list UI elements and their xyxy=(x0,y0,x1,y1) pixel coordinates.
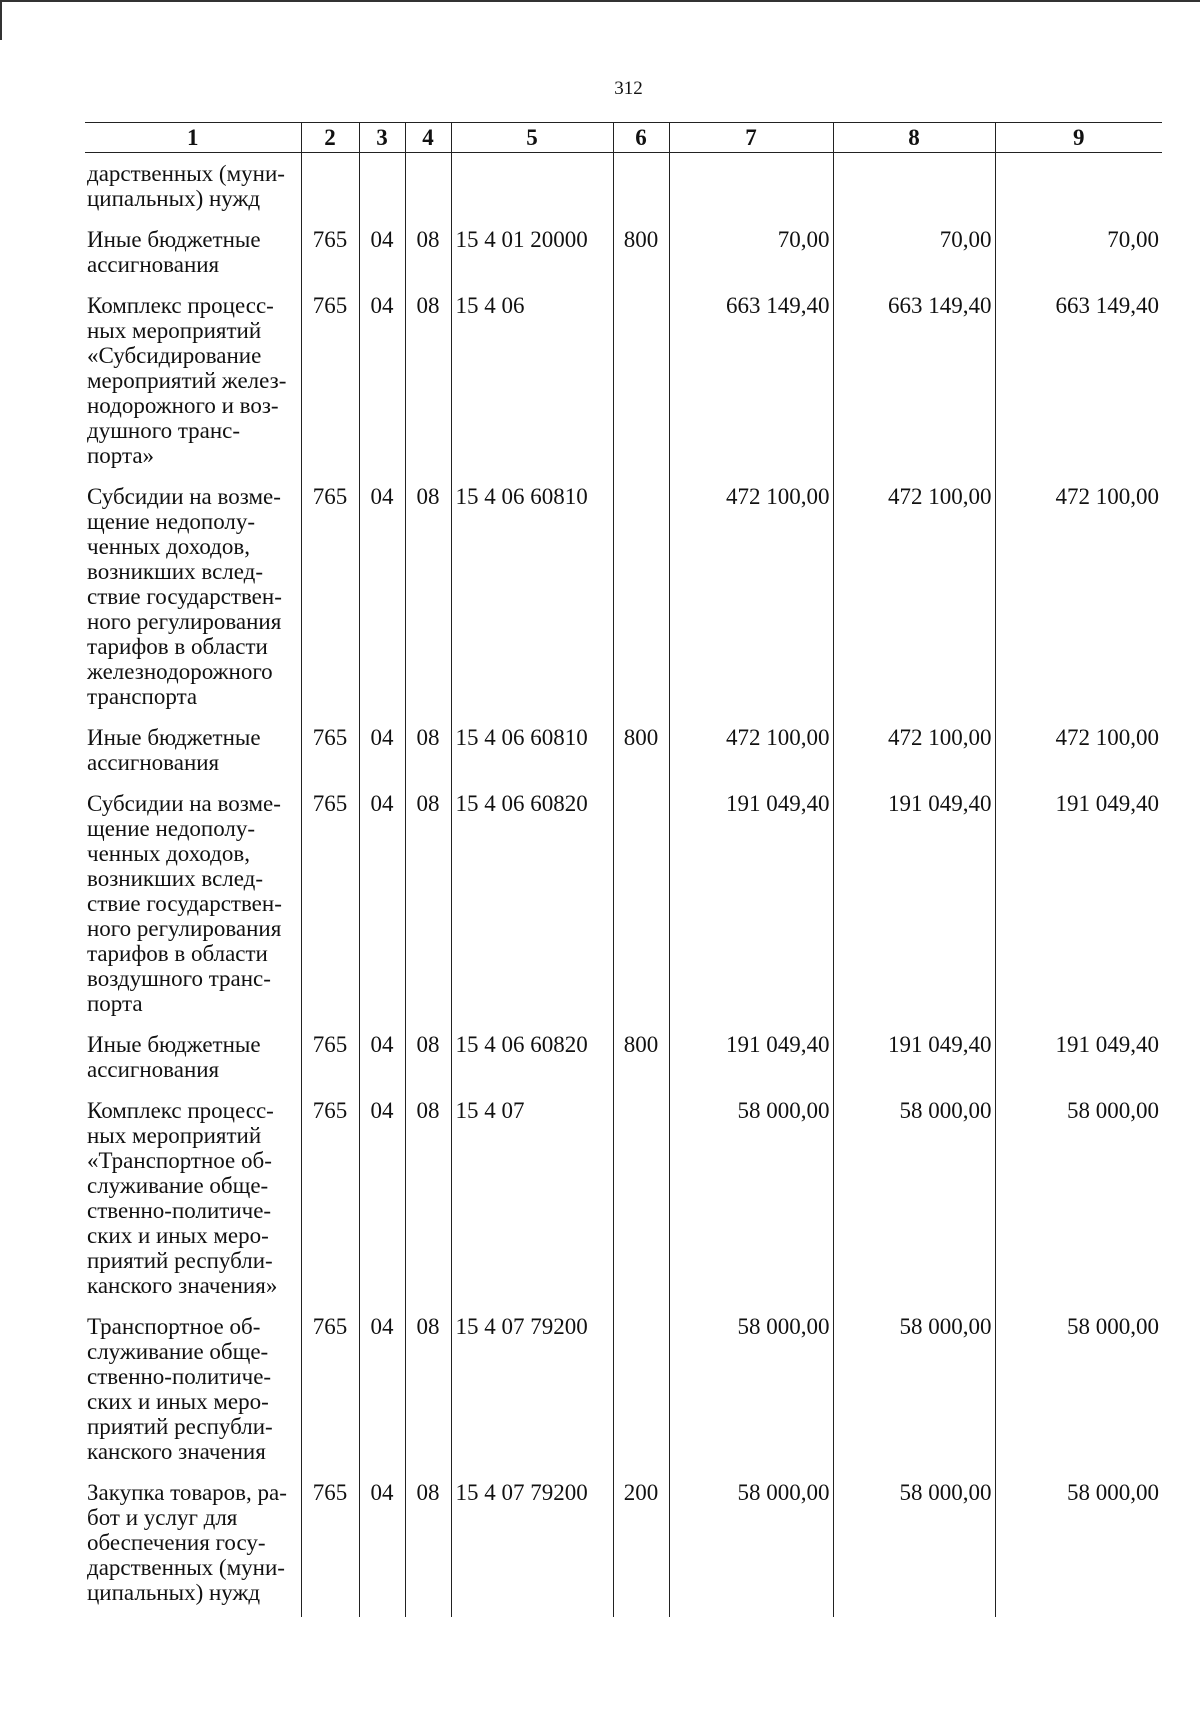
amount-col-9 xyxy=(995,153,1162,224)
admin-code xyxy=(301,153,359,224)
amount-col-8: 663 149,40 xyxy=(833,289,995,480)
expense-type-code: 800 xyxy=(613,721,669,787)
row-name: Субсидии на возме- щение недополу- ченных доходов, возникших вслед- ствие государствен- ного регулирования тарифов в области железнодорожного транспорта xyxy=(87,484,282,709)
section-code: 04 xyxy=(359,223,405,289)
amount-col-9: 58 000,00 xyxy=(995,1310,1162,1476)
row-name: Закупка товаров, ра- бот и услуг для обеспечения госу- дарственных (муни- ципальных) нужд xyxy=(87,1480,287,1605)
amount-col-9: 191 049,40 xyxy=(995,787,1162,1028)
target-article-code: 15 4 06 60820 xyxy=(451,787,613,1028)
amount-col-9: 472 100,00 xyxy=(995,721,1162,787)
admin-code: 765 xyxy=(301,721,359,787)
row-name: Комплекс процесс- ных мероприятий «Субсидирование мероприятий желез- нодорожного и воз- душного транс- порта» xyxy=(87,293,287,468)
row-name: Субсидии на возме- щение недополу- ченных доходов, возникших вслед- ствие государствен- ного регулирования тарифов в области воздушного транс- порта xyxy=(87,791,282,1016)
amount-col-8: 472 100,00 xyxy=(833,480,995,721)
admin-code: 765 xyxy=(301,1028,359,1094)
amount-col-8: 58 000,00 xyxy=(833,1094,995,1310)
amount-col-7: 191 049,40 xyxy=(669,1028,833,1094)
amount-col-9: 663 149,40 xyxy=(995,289,1162,480)
amount-col-8: 191 049,40 xyxy=(833,1028,995,1094)
section-code: 04 xyxy=(359,1028,405,1094)
table-row xyxy=(85,480,1162,721)
column-header-7: 7 xyxy=(669,123,833,153)
subsection-code: 08 xyxy=(405,787,451,1028)
target-article-code xyxy=(451,153,613,224)
page-number: 312 xyxy=(614,78,643,99)
amount-col-7: 58 000,00 xyxy=(669,1310,833,1476)
row-name: дарственных (муни- ципальных) нужд xyxy=(87,161,285,211)
column-header-1: 1 xyxy=(85,123,301,153)
amount-col-7: 191 049,40 xyxy=(669,787,833,1028)
column-header-9: 9 xyxy=(995,123,1162,153)
admin-code: 765 xyxy=(301,787,359,1028)
target-article-code: 15 4 07 79200 xyxy=(451,1310,613,1476)
expense-type-code xyxy=(613,1094,669,1310)
table-row xyxy=(85,1310,1162,1476)
budget-table xyxy=(85,122,1162,1617)
amount-col-9: 58 000,00 xyxy=(995,1476,1162,1617)
amount-col-7 xyxy=(669,153,833,224)
section-code: 04 xyxy=(359,1476,405,1617)
target-article-code: 15 4 06 60810 xyxy=(451,721,613,787)
admin-code: 765 xyxy=(301,1310,359,1476)
subsection-code: 08 xyxy=(405,1476,451,1617)
column-header-4: 4 xyxy=(405,123,451,153)
amount-col-7: 58 000,00 xyxy=(669,1476,833,1617)
subsection-code: 08 xyxy=(405,480,451,721)
expense-type-code xyxy=(613,289,669,480)
column-header-8: 8 xyxy=(833,123,995,153)
row-name: Иные бюджетные ассигнования xyxy=(87,725,261,775)
section-code xyxy=(359,153,405,224)
subsection-code: 08 xyxy=(405,289,451,480)
table-row xyxy=(85,1028,1162,1094)
amount-col-7: 472 100,00 xyxy=(669,721,833,787)
admin-code: 765 xyxy=(301,480,359,721)
amount-col-8: 472 100,00 xyxy=(833,721,995,787)
amount-col-9: 472 100,00 xyxy=(995,480,1162,721)
column-header-5: 5 xyxy=(451,123,613,153)
admin-code: 765 xyxy=(301,223,359,289)
scan-edge-top xyxy=(0,0,1200,2)
target-article-code: 15 4 07 xyxy=(451,1094,613,1310)
header-row xyxy=(85,123,1162,153)
amount-col-8: 58 000,00 xyxy=(833,1310,995,1476)
amount-col-7: 663 149,40 xyxy=(669,289,833,480)
amount-col-9: 58 000,00 xyxy=(995,1094,1162,1310)
section-code: 04 xyxy=(359,1094,405,1310)
expense-type-code xyxy=(613,1310,669,1476)
subsection-code: 08 xyxy=(405,1094,451,1310)
scan-edge-left xyxy=(0,0,2,40)
target-article-code: 15 4 06 60810 xyxy=(451,480,613,721)
amount-col-8: 191 049,40 xyxy=(833,787,995,1028)
table-row xyxy=(85,223,1162,289)
subsection-code: 08 xyxy=(405,1028,451,1094)
table-row xyxy=(85,153,1162,224)
admin-code: 765 xyxy=(301,289,359,480)
subsection-code: 08 xyxy=(405,223,451,289)
target-article-code: 15 4 06 xyxy=(451,289,613,480)
expense-type-code xyxy=(613,153,669,224)
row-name: Комплекс процесс- ных мероприятий «Транспортное об- служивание обще- ственно-политиче- ских и иных меро- приятий республи- канского значения» xyxy=(87,1098,278,1298)
row-name: Иные бюджетные ассигнования xyxy=(87,227,261,277)
table-row xyxy=(85,289,1162,480)
admin-code: 765 xyxy=(301,1476,359,1617)
amount-col-7: 472 100,00 xyxy=(669,480,833,721)
target-article-code: 15 4 01 20000 xyxy=(451,223,613,289)
table-row xyxy=(85,1476,1162,1617)
target-article-code: 15 4 07 79200 xyxy=(451,1476,613,1617)
column-header-3: 3 xyxy=(359,123,405,153)
amount-col-7: 70,00 xyxy=(669,223,833,289)
table-row xyxy=(85,1094,1162,1310)
section-code: 04 xyxy=(359,289,405,480)
column-header-2: 2 xyxy=(301,123,359,153)
section-code: 04 xyxy=(359,480,405,721)
expense-type-code: 800 xyxy=(613,1028,669,1094)
section-code: 04 xyxy=(359,721,405,787)
column-header-6: 6 xyxy=(613,123,669,153)
expense-type-code: 200 xyxy=(613,1476,669,1617)
subsection-code: 08 xyxy=(405,1310,451,1476)
amount-col-8: 70,00 xyxy=(833,223,995,289)
amount-col-7: 58 000,00 xyxy=(669,1094,833,1310)
subsection-code: 08 xyxy=(405,721,451,787)
amount-col-9: 70,00 xyxy=(995,223,1162,289)
expense-type-code: 800 xyxy=(613,223,669,289)
amount-col-8 xyxy=(833,153,995,224)
amount-col-8: 58 000,00 xyxy=(833,1476,995,1617)
row-name: Транспортное об- служивание обще- ственно-политиче- ских и иных меро- приятий республи- канского значения xyxy=(87,1314,273,1464)
amount-col-9: 191 049,40 xyxy=(995,1028,1162,1094)
table-row xyxy=(85,721,1162,787)
section-code: 04 xyxy=(359,1310,405,1476)
expense-type-code xyxy=(613,480,669,721)
table-body xyxy=(85,153,1162,1618)
table-row xyxy=(85,787,1162,1028)
admin-code: 765 xyxy=(301,1094,359,1310)
section-code: 04 xyxy=(359,787,405,1028)
subsection-code xyxy=(405,153,451,224)
expense-type-code xyxy=(613,787,669,1028)
row-name: Иные бюджетные ассигнования xyxy=(87,1032,261,1082)
target-article-code: 15 4 06 60820 xyxy=(451,1028,613,1094)
